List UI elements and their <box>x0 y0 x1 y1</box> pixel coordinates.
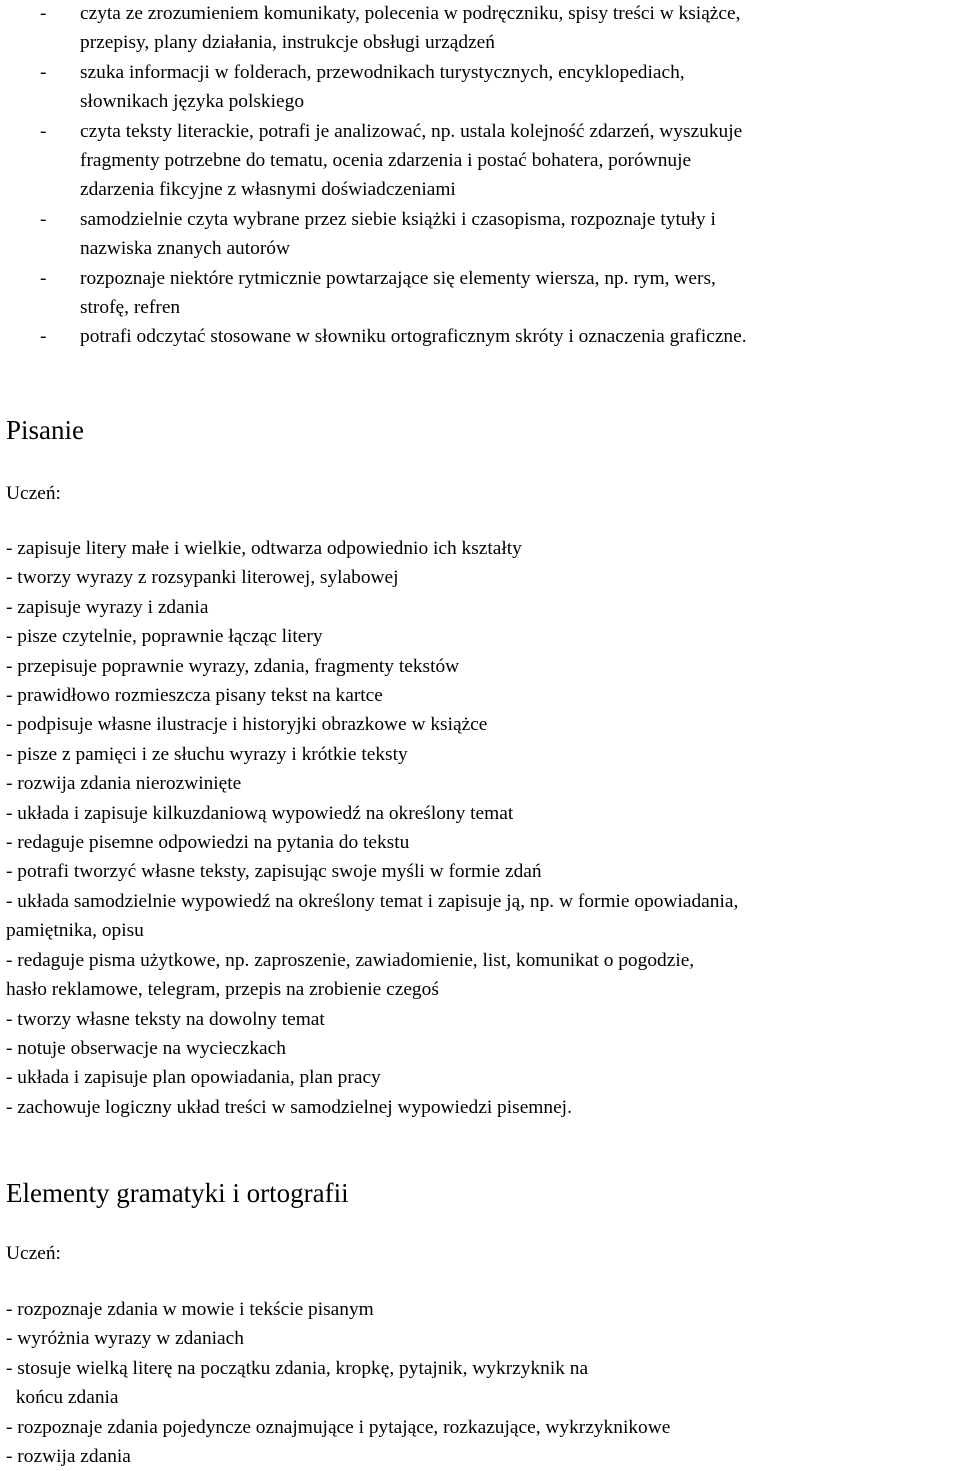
list-item-line: fragmenty potrzebne do tematu, ocenia zdarzenia i postać bohatera, porównuje <box>80 150 692 172</box>
list-item <box>0 58 960 117</box>
list-item <box>6 1295 958 1324</box>
list-item-line: - tworzy własne teksty na dowolny temat <box>6 1008 325 1030</box>
list-item-line: - zapisuje wyrazy i zdania <box>6 596 209 618</box>
list-item-line: - potrafi tworzyć własne teksty, zapisując swoje myśli w formie zdań <box>6 861 542 883</box>
list-item-line: szuka informacji w folderach, przewodnikach turystycznych, encyklopediach, <box>80 61 685 83</box>
list-dash: - <box>40 208 47 230</box>
list-item-line: słownikach języka polskiego <box>80 91 305 113</box>
list-dash: - <box>40 326 47 348</box>
list-item <box>6 1413 958 1442</box>
list-item-line: czyta teksty literackie, potrafi je analizować, np. ustala kolejność zdarzeń, wyszukuje <box>80 120 743 142</box>
list-item-line: - pisze z pamięci i ze słuchu wyrazy i krótkie teksty <box>6 743 408 765</box>
list-item <box>6 828 958 857</box>
list-item <box>6 799 958 828</box>
list-item <box>6 710 958 739</box>
list-item <box>6 652 958 681</box>
list-item-line: końcu zdania <box>6 1387 119 1409</box>
student-label: Uczeń: <box>6 483 61 504</box>
list-item-line: - podpisuje własne ilustracje i historyjki obrazkowe w książce <box>6 714 488 736</box>
list-item <box>6 1063 958 1092</box>
list-item <box>0 322 960 351</box>
list-item-line: - przepisuje poprawnie wyrazy, zdania, fragmenty tekstów <box>6 655 460 677</box>
list-item-line: strofę, refren <box>80 297 181 319</box>
list-dash: - <box>40 61 47 83</box>
list-item-line: - układa i zapisuje kilkuzdaniową wypowiedź na określony temat <box>6 802 514 824</box>
list-item <box>6 740 958 769</box>
list-item <box>6 534 958 563</box>
list-item-line: potrafi odczytać stosowane w słowniku ortograficznym skróty i oznaczenia graficzne. <box>80 326 747 348</box>
list-item-line: przepisy, plany działania, instrukcje obsługi urządzeń <box>80 32 495 54</box>
list-item-line: pamiętnika, opisu <box>6 920 144 942</box>
list-item <box>6 1034 958 1063</box>
list-item <box>6 1324 958 1353</box>
list-item-line: - notuje obserwacje na wycieczkach <box>6 1037 286 1059</box>
list-item <box>6 593 958 622</box>
list-item-line: - rozpoznaje zdania pojedyncze oznajmujące i pytające, rozkazujące, wykrzyknikowe <box>6 1416 671 1438</box>
list-item-line: - prawidłowo rozmieszcza pisany tekst na kartce <box>6 685 383 707</box>
grammar-skills-list <box>6 1295 958 1471</box>
list-item-line: - pisze czytelnie, poprawnie łącząc litery <box>6 626 323 648</box>
list-item <box>0 205 960 264</box>
list-item-line: - tworzy wyrazy z rozsypanki literowej, sylabowej <box>6 567 399 589</box>
writing-skills-list <box>6 534 958 1122</box>
list-item <box>0 264 960 323</box>
list-dash: - <box>40 267 47 289</box>
list-item-line: nazwiska znanych autorów <box>80 238 290 260</box>
list-item-line: czyta ze zrozumieniem komunikaty, polecenia w podręczniku, spisy treści w książce, <box>80 3 741 24</box>
section-title-pisanie: Pisanie <box>6 415 84 445</box>
list-item <box>6 622 958 651</box>
list-item-line: - zachowuje logiczny układ treści w samodzielnej wypowiedzi pisemnej. <box>6 1096 572 1118</box>
list-item-line: hasło reklamowe, telegram, przepis na zrobienie czegoś <box>6 979 439 1001</box>
list-item-line: - układa samodzielnie wypowiedź na określony temat i zapisuje ją, np. w formie opowiadania, <box>6 890 739 912</box>
list-item <box>6 681 958 710</box>
list-item <box>0 117 960 205</box>
list-item-line: samodzielnie czyta wybrane przez siebie książki i czasopisma, rozpoznaje tytuły i <box>80 208 716 230</box>
list-item-line: - układa i zapisuje plan opowiadania, plan pracy <box>6 1067 381 1089</box>
list-item <box>6 1005 958 1034</box>
list-item-line: zdarzenia fikcyjne z własnymi doświadczeniami <box>80 179 456 201</box>
list-item-line: - rozwija zdania nierozwinięte <box>6 773 242 795</box>
student-label: Uczeń: <box>6 1243 61 1264</box>
list-item-line: rozpoznaje niektóre rytmicznie powtarzające się elementy wiersza, np. rym, wers, <box>80 267 716 289</box>
section-title-gramatyka: Elementy gramatyki i ortografii <box>6 1178 349 1208</box>
list-item-line: - stosuje wielką literę na początku zdania, kropkę, pytajnik, wykrzyknik na <box>6 1357 589 1379</box>
list-item-line: - wyróżnia wyrazy w zdaniach <box>6 1328 244 1350</box>
list-dash: - <box>40 120 47 142</box>
list-item <box>6 857 958 886</box>
list-item <box>6 887 958 946</box>
reading-skills-list <box>0 0 960 352</box>
list-dash: - <box>40 3 47 24</box>
list-item <box>6 563 958 592</box>
list-item-line: - rozpoznaje zdania w mowie i tekście pisanym <box>6 1299 374 1320</box>
list-item-line: - zapisuje litery małe i wielkie, odtwarza odpowiednio ich kształty <box>6 538 522 559</box>
list-item-line: - redaguje pisma użytkowe, np. zaproszenie, zawiadomienie, list, komunikat o pogodzie, <box>6 949 695 971</box>
list-item-line: - rozwija zdania <box>6 1446 131 1468</box>
list-item <box>6 1442 958 1471</box>
list-item <box>0 0 960 58</box>
list-item <box>6 1354 958 1413</box>
list-item <box>6 946 958 1005</box>
list-item <box>6 1093 958 1122</box>
list-item-line: - redaguje pisemne odpowiedzi na pytania do tekstu <box>6 832 410 854</box>
list-item <box>6 769 958 798</box>
